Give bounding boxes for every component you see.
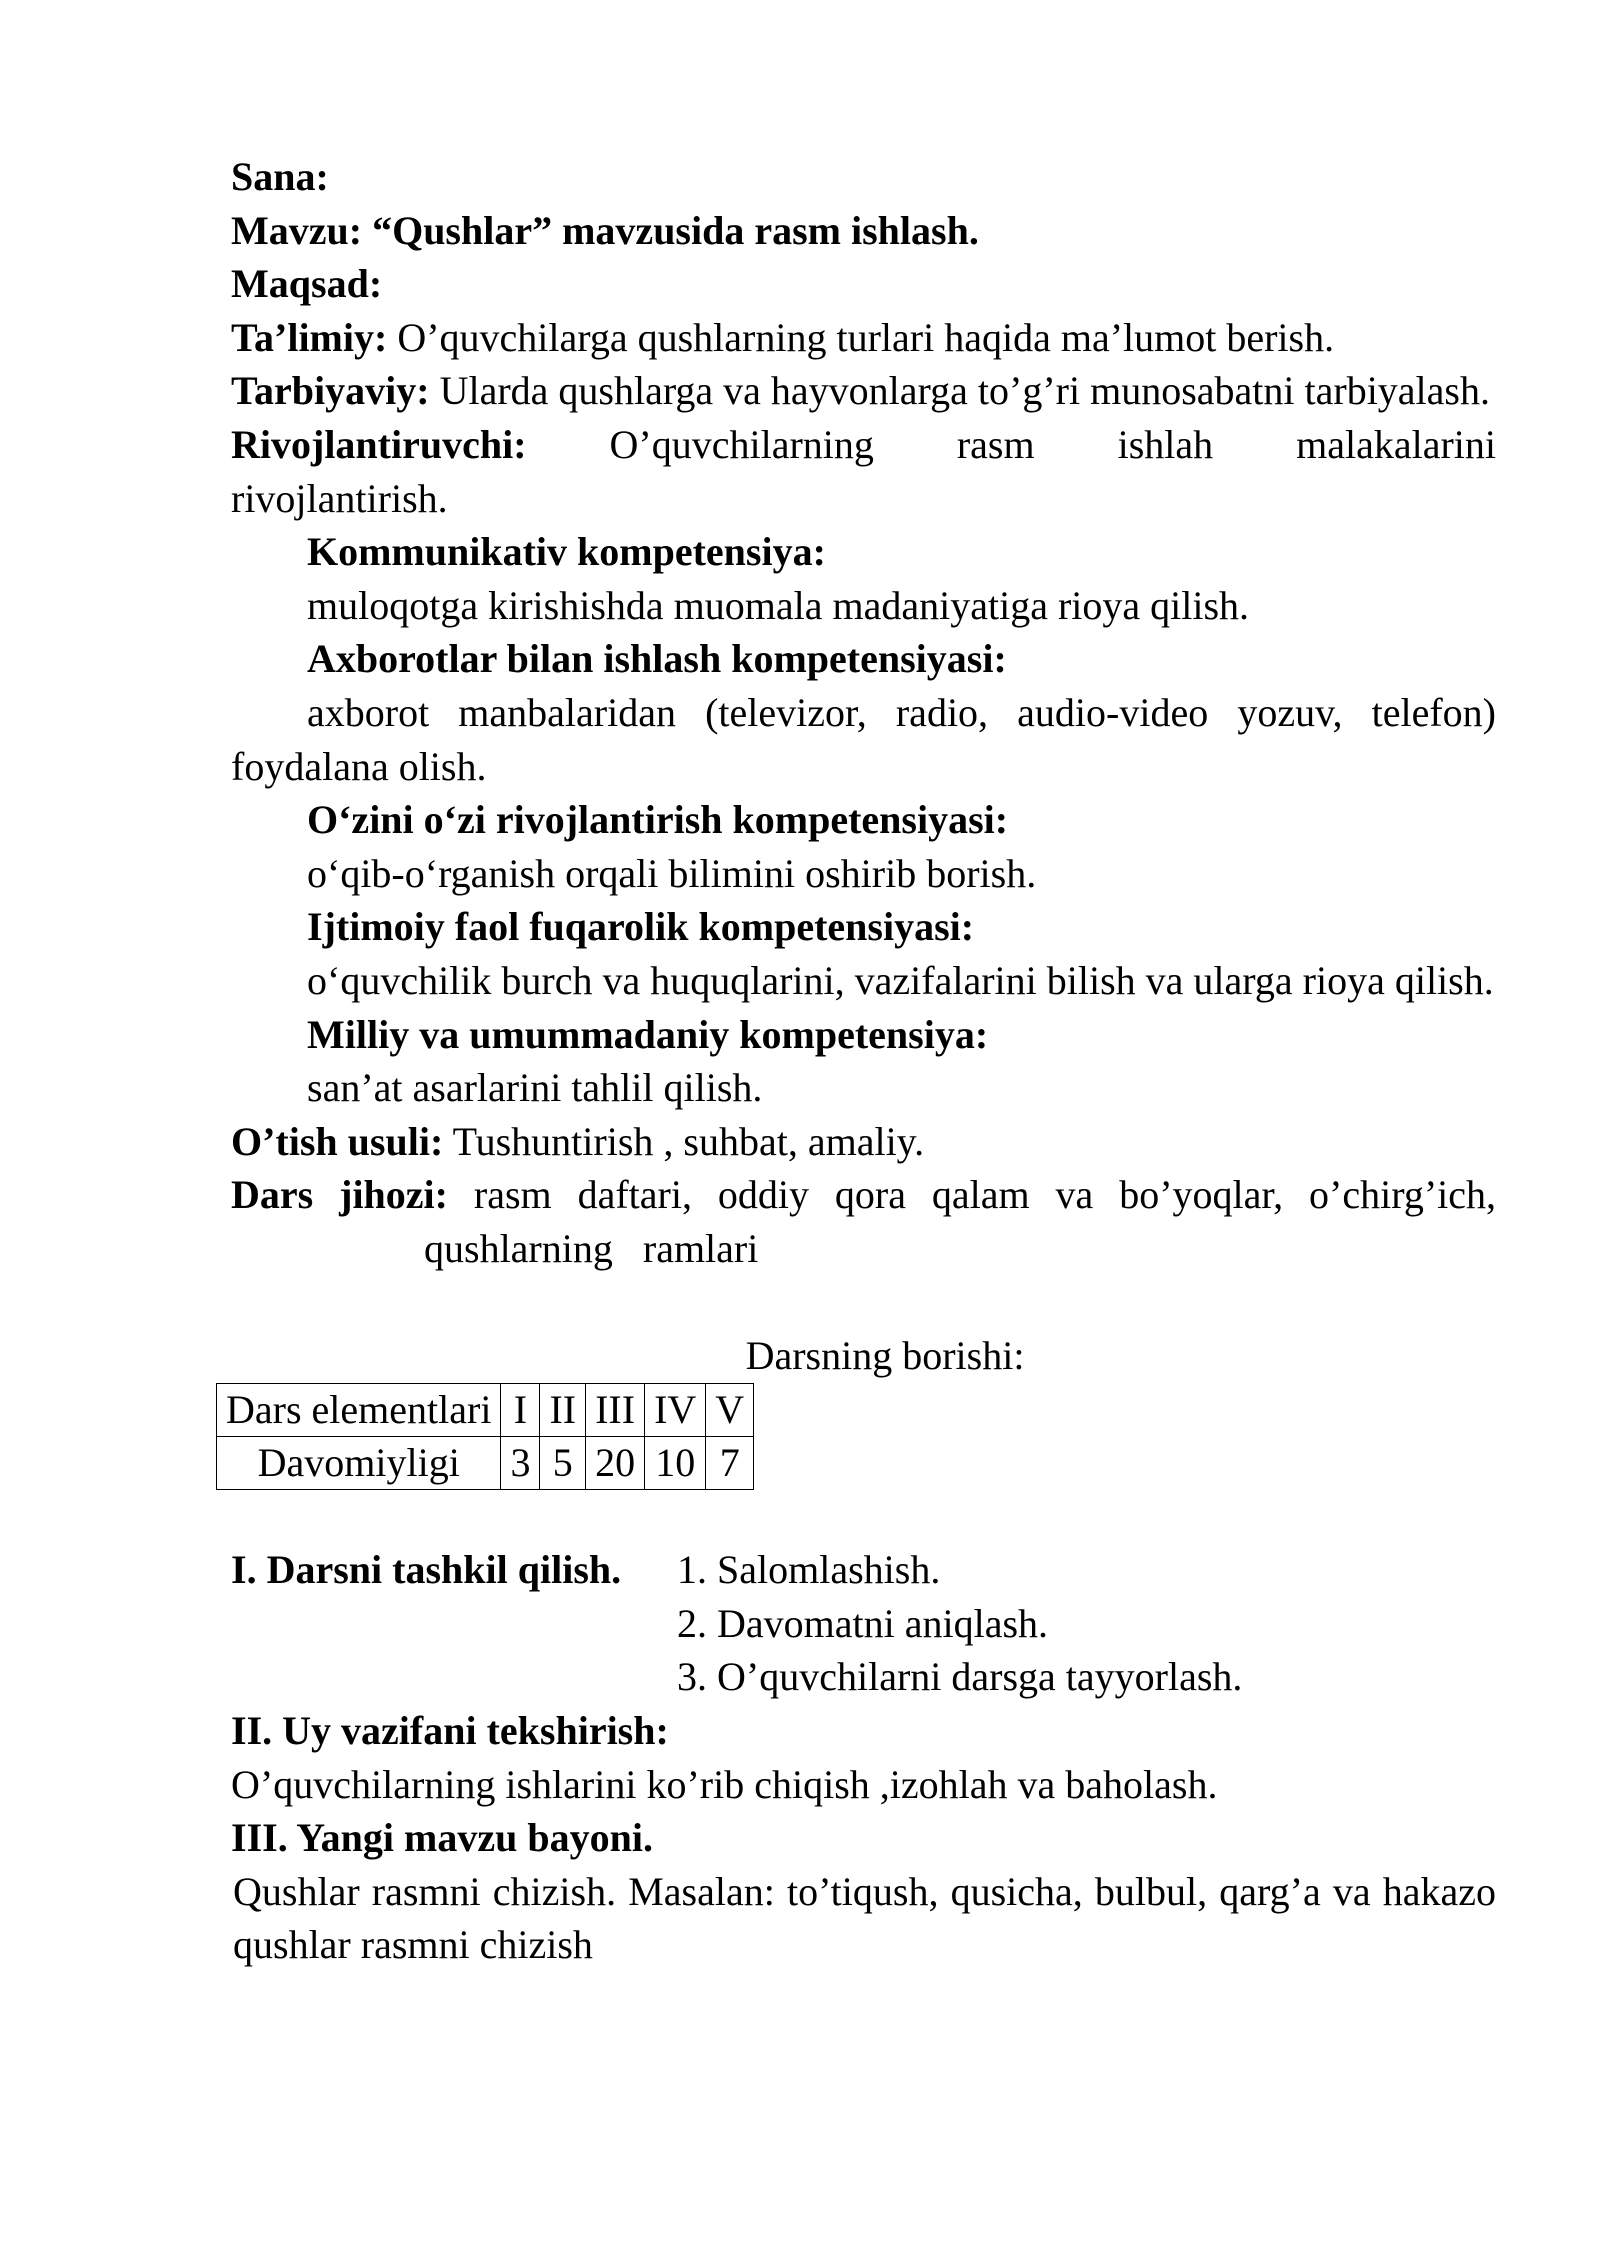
new-topic-text: Qushlar rasmni chizish. Masalan: to’tiqush, qusicha, bulbul, qarg’a va hakazo qushlar rasmni chizish	[233, 1868, 1496, 1968]
competency-text: muloqotga kirishishda muomala madaniyatiga rioya qilish.	[307, 582, 1250, 628]
blank-line	[231, 1275, 1496, 1329]
blank-line	[231, 1490, 1496, 1544]
competency-text: o‘qib-o‘rganish orqali bilimini oshirib borish.	[307, 850, 1037, 896]
table-cell: 10	[645, 1436, 706, 1489]
table-cell: I	[501, 1383, 540, 1436]
table-row	[217, 1383, 754, 1436]
lesson-flow-title: Darsning borishi:	[745, 1333, 1025, 1379]
list-item: 1. Salomlashish.	[677, 1547, 941, 1593]
teaching-method	[231, 1115, 1496, 1169]
date-label: Sana:	[231, 154, 329, 199]
competency-title: O‘zini o‘zi rivojlantirish kompetensiyasi:	[307, 797, 1009, 843]
competency-title: Milliy va umummadaniy kompetensiya:	[307, 1011, 989, 1057]
table-cell: IV	[645, 1383, 706, 1436]
list-item: 2. Davomatni aniqlash.	[677, 1600, 1049, 1646]
developmental-goal	[231, 418, 1496, 525]
educational-goal-label: Ta’limiy:	[231, 314, 388, 360]
table-cell: III	[586, 1383, 645, 1436]
developmental-goal-label: Rivojlantiruvchi:	[231, 421, 527, 467]
competency-text: san’at asarlarini tahlil qilish.	[307, 1065, 763, 1111]
teaching-method-text: Tushuntirish , suhbat, amaliy.	[443, 1118, 925, 1164]
lesson-equipment-label: Dars jihozi:	[231, 1172, 448, 1218]
upbringing-goal	[231, 364, 1496, 418]
table-row	[217, 1436, 754, 1489]
competency-text: axborot manbalaridan (televizor, radio, audio-video yozuv, telefon) foydalana olish.	[231, 689, 1496, 789]
table-cell: 7	[706, 1436, 754, 1489]
organization-step	[231, 1543, 1496, 1704]
competency-title: Kommunikativ kompetensiya:	[307, 529, 826, 575]
educational-goal	[231, 311, 1496, 365]
table-cell: Dars elementlari	[217, 1383, 501, 1436]
organization-step-list	[677, 1543, 1496, 1704]
developmental-goal-text: O’quvchilarning rasm ishlah malakalarini rivojlantirish.	[231, 421, 1496, 521]
educational-goal-text: O’quvchilarga qushlarning turlari haqida ma’lumot berish.	[387, 314, 1335, 360]
teaching-method-label: O’tish usuli:	[231, 1118, 444, 1164]
table-cell: 20	[586, 1436, 645, 1489]
goal-label: Maqsad:	[231, 261, 383, 307]
table-cell: 5	[540, 1436, 586, 1489]
table-cell: V	[706, 1383, 754, 1436]
homework-check-text: O’quvchilarning ishlarini ko’rib chiqish ,izohlah va baholash.	[231, 1761, 1218, 1807]
topic-line: Mavzu: “Qushlar” mavzusida rasm ishlash.	[231, 207, 979, 253]
lesson-elements-table	[216, 1383, 754, 1490]
competency-text: o‘quvchilik burch va huquqlarini, vazifalarini bilish va ularga rioya qilish.	[307, 957, 1494, 1003]
lesson-equipment-text: rasm daftari, oddiy qora qalam va bo’yoqlar, o’chirg’ich,	[448, 1172, 1497, 1218]
table-cell: 3	[501, 1436, 540, 1489]
organization-step-title: I. Darsni tashkil qilish.	[231, 1547, 622, 1593]
new-topic-title: III. Yangi mavzu bayoni.	[231, 1815, 653, 1861]
competency-title: Ijtimoiy faol fuqarolik kompetensiyasi:	[307, 904, 975, 950]
upbringing-goal-label: Tarbiyaviy:	[231, 368, 430, 414]
lesson-plan-page	[226, 150, 1497, 1972]
lesson-equipment-continued: qushlarning ramlari	[424, 1225, 759, 1271]
homework-check-title: II. Uy vazifani tekshirish:	[231, 1708, 669, 1754]
table-cell: Davomiyligi	[217, 1436, 501, 1489]
table-cell: II	[540, 1383, 586, 1436]
upbringing-goal-text: Ularda qushlarga va hayvonlarga to’g’ri munosabatni tarbiyalash.	[429, 368, 1490, 414]
competency-title: Axborotlar bilan ishlash kompetensiyasi:	[307, 636, 1007, 682]
list-item: 3. O’quvchilarni darsga tayyorlash.	[677, 1654, 1243, 1700]
lesson-equipment	[231, 1168, 1496, 1222]
